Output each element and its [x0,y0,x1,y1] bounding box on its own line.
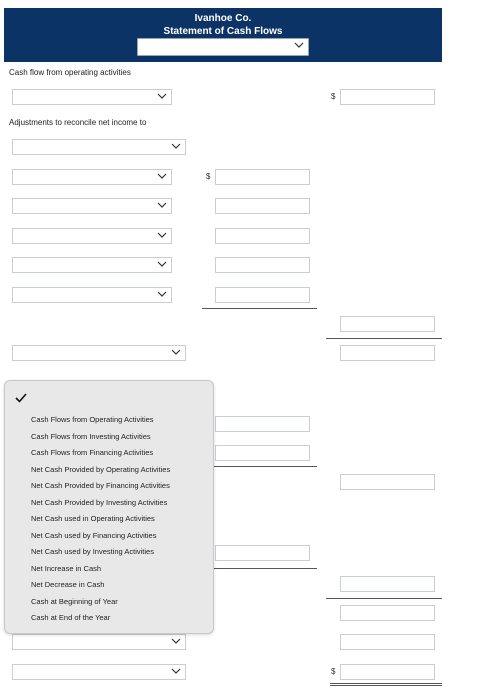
currency-symbol: $ [331,667,336,676]
dropdown-option[interactable]: Net Cash used by Investing Activities [31,547,154,556]
company-name: Ivanhoe Co. [194,13,252,24]
chevron-down-icon [157,289,167,299]
dropdown-option[interactable]: Net Increase in Cash [31,564,102,573]
amount-input-1[interactable] [340,89,435,105]
amount-input-8[interactable] [340,316,435,332]
total-double-rule [330,683,442,686]
line-item-dropdown-menu[interactable] [4,380,214,634]
line-item-select-2[interactable] [12,139,186,155]
chevron-down-icon [171,347,181,357]
dropdown-option[interactable]: Cash Flows from Operating Activities [31,415,154,424]
line-item-select-16[interactable] [12,634,186,650]
line-item-select-6[interactable] [12,257,172,273]
chevron-down-icon [157,200,167,210]
amount-input-10[interactable] [215,416,310,432]
line-item-select-17[interactable] [12,664,186,680]
line-item-select-4[interactable] [12,198,172,214]
chevron-down-icon [171,636,181,646]
dropdown-option[interactable]: Net Decrease in Cash [31,580,105,589]
subtotal-rule [202,308,317,309]
amount-input-5[interactable] [215,228,310,244]
amount-input-17[interactable] [340,664,435,680]
currency-symbol: $ [331,92,336,101]
operating-activities-heading: Cash flow from operating activities [9,68,131,77]
amount-input-12[interactable] [340,474,435,490]
dropdown-option[interactable]: Net Cash Provided by Financing Activities [31,481,170,490]
dropdown-option[interactable]: Net Cash Provided by Investing Activities [31,498,168,507]
dropdown-option[interactable]: Cash Flows from Financing Activities [31,448,154,457]
line-item-select-3[interactable] [12,169,172,185]
line-item-select-5[interactable] [12,228,172,244]
amount-input-13[interactable] [215,545,310,561]
dropdown-option[interactable]: Net Cash used in Operating Activities [31,514,155,523]
dropdown-option[interactable]: Cash at Beginning of Year [31,597,118,606]
chevron-down-icon [157,259,167,269]
chevron-down-icon [171,141,181,151]
amount-input-11[interactable] [215,445,310,461]
subtotal-rule [212,466,317,467]
chevron-down-icon [171,666,181,676]
adjustments-heading: Adjustments to reconcile net income to [9,118,147,127]
dropdown-option[interactable]: Cash at End of the Year [31,613,111,622]
subtotal-rule [326,598,442,599]
dropdown-option[interactable]: Net Cash Provided by Operating Activities [31,465,171,474]
checkmark-icon [15,391,27,403]
subtotal-rule [212,568,317,569]
period-select[interactable] [137,38,309,56]
amount-input-15[interactable] [340,605,435,621]
amount-input-7[interactable] [215,287,310,303]
chevron-down-icon [157,91,167,101]
currency-symbol: $ [206,172,211,181]
amount-input-16[interactable] [340,634,435,650]
line-item-select-1[interactable] [12,89,172,105]
amount-input-14[interactable] [340,576,435,592]
statement-title: Statement of Cash Flows [163,26,283,37]
subtotal-rule [326,338,442,339]
chevron-down-icon [157,171,167,181]
line-item-select-9[interactable] [12,345,186,361]
dropdown-option[interactable]: Cash Flows from Investing Activities [31,432,151,441]
amount-input-4[interactable] [215,198,310,214]
amount-input-3[interactable] [215,169,310,185]
dropdown-option[interactable]: Net Cash used by Financing Activities [31,531,157,540]
amount-input-9[interactable] [340,345,435,361]
line-item-select-7[interactable] [12,287,172,303]
chevron-down-icon [294,40,304,50]
amount-input-6[interactable] [215,257,310,273]
chevron-down-icon [157,230,167,240]
